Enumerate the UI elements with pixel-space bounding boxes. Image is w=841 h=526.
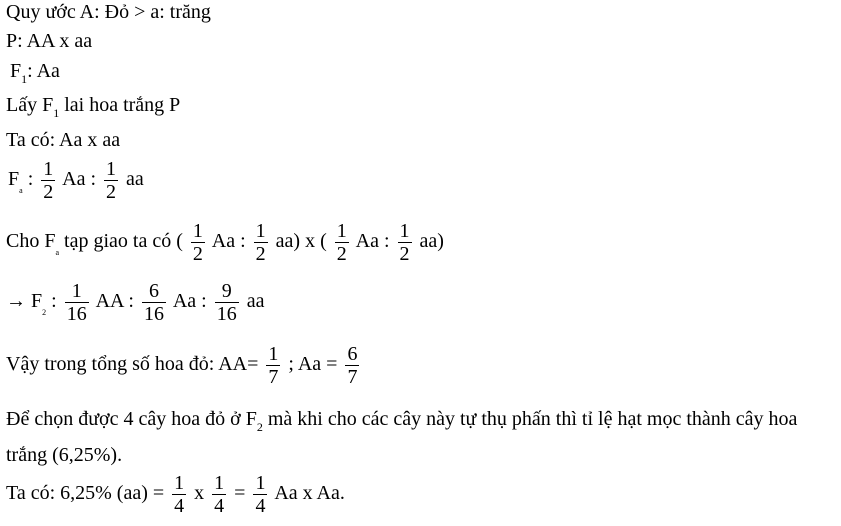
line-fa [8, 158, 144, 203]
fa-label: F [8, 168, 20, 191]
backcross-a: Lấy F [6, 94, 54, 116]
fraction-1-7: $\frac{1}{7}$ [268, 343, 279, 388]
fraction-1-16: $\frac{1}{16}$ [66, 280, 87, 325]
line-conclusion [6, 472, 345, 517]
fraction-half-1: $\frac{1}{2}$ [43, 158, 54, 203]
fraction-quarter-2: $\frac{1}{4}$ [214, 472, 225, 517]
fraction-6-16: $\frac{6}{16}$ [143, 280, 164, 325]
f2-arrow: → F [6, 290, 43, 313]
conclusion-eq: = [234, 482, 251, 505]
line-selection [6, 402, 836, 472]
intercross-a: Cho F [6, 230, 56, 253]
red-ratio-a: Vậy trong tổng số hoa đỏ: AA= [6, 353, 264, 376]
f2-AA: AA : [95, 290, 139, 313]
backcross-b: lai hoa trắng P [59, 94, 181, 116]
selection-sub: 2 [256, 420, 263, 434]
line-red-ratio [6, 343, 362, 388]
fraction-half-5: $\frac{1}{2}$ [336, 220, 347, 265]
fraction-quarter-3: $\frac{1}{4}$ [255, 472, 266, 517]
fraction-6-7: $\frac{6}{7}$ [347, 343, 358, 388]
f2-Aa: Aa : [172, 290, 212, 313]
fa-Aa: Aa : [62, 168, 102, 191]
cross-text: Ta có: Aa x aa [6, 129, 121, 151]
fraction-half-2: $\frac{1}{2}$ [106, 158, 117, 203]
line-cross [6, 128, 120, 152]
fraction-half-4: $\frac{1}{2}$ [255, 220, 266, 265]
selection-b: mà khi cho các cây này tự thụ phấn thì tỉ lệ hạt mọc thành cây hoa trắng (6,25%). [6, 408, 798, 466]
red-ratio-b: ; Aa = [288, 353, 343, 376]
conclusion-a: Ta có: 6,25% (aa) = [6, 482, 170, 505]
fraction-quarter-1: $\frac{1}{4}$ [174, 472, 185, 517]
line-convention [6, 0, 211, 24]
fa-aa: aa [126, 168, 144, 191]
f2-aa: aa [246, 290, 265, 313]
line-intercross [6, 220, 444, 265]
f1-sub: 1 [21, 72, 28, 86]
convention-text: Quy ước A: Đỏ > a: trăng [6, 1, 211, 23]
f2-sub: 2 [42, 308, 47, 318]
f1-genotype: : Aa [27, 60, 60, 82]
intercross-b: tạp giao ta có ( [59, 230, 183, 253]
intercross-d: aa) x ( [275, 230, 327, 253]
f1-label: F [10, 60, 22, 82]
f2-colon: : [46, 290, 62, 313]
fa-sub: a [19, 186, 23, 196]
conclusion-end: Aa x Aa. [274, 482, 345, 505]
parents-text: P: AA x aa [6, 30, 93, 52]
line-f2 [6, 280, 265, 325]
line-backcross [6, 93, 180, 119]
fraction-half-3: $\frac{1}{2}$ [192, 220, 203, 265]
conclusion-x: x [194, 482, 210, 505]
selection-a: Để chọn được 4 cây hoa đỏ ở F [6, 408, 257, 430]
intercross-e: Aa : [355, 230, 395, 253]
intercross-sub: a [55, 248, 60, 258]
intercross-f: aa) [419, 230, 444, 253]
backcross-sub: 1 [53, 106, 60, 120]
fraction-half-6: $\frac{1}{2}$ [399, 220, 410, 265]
line-parents [6, 29, 92, 53]
intercross-c: Aa : [211, 230, 251, 253]
fraction-9-16: $\frac{9}{16}$ [216, 280, 237, 325]
fa-colon: : [22, 168, 39, 191]
line-f1 [10, 59, 60, 85]
